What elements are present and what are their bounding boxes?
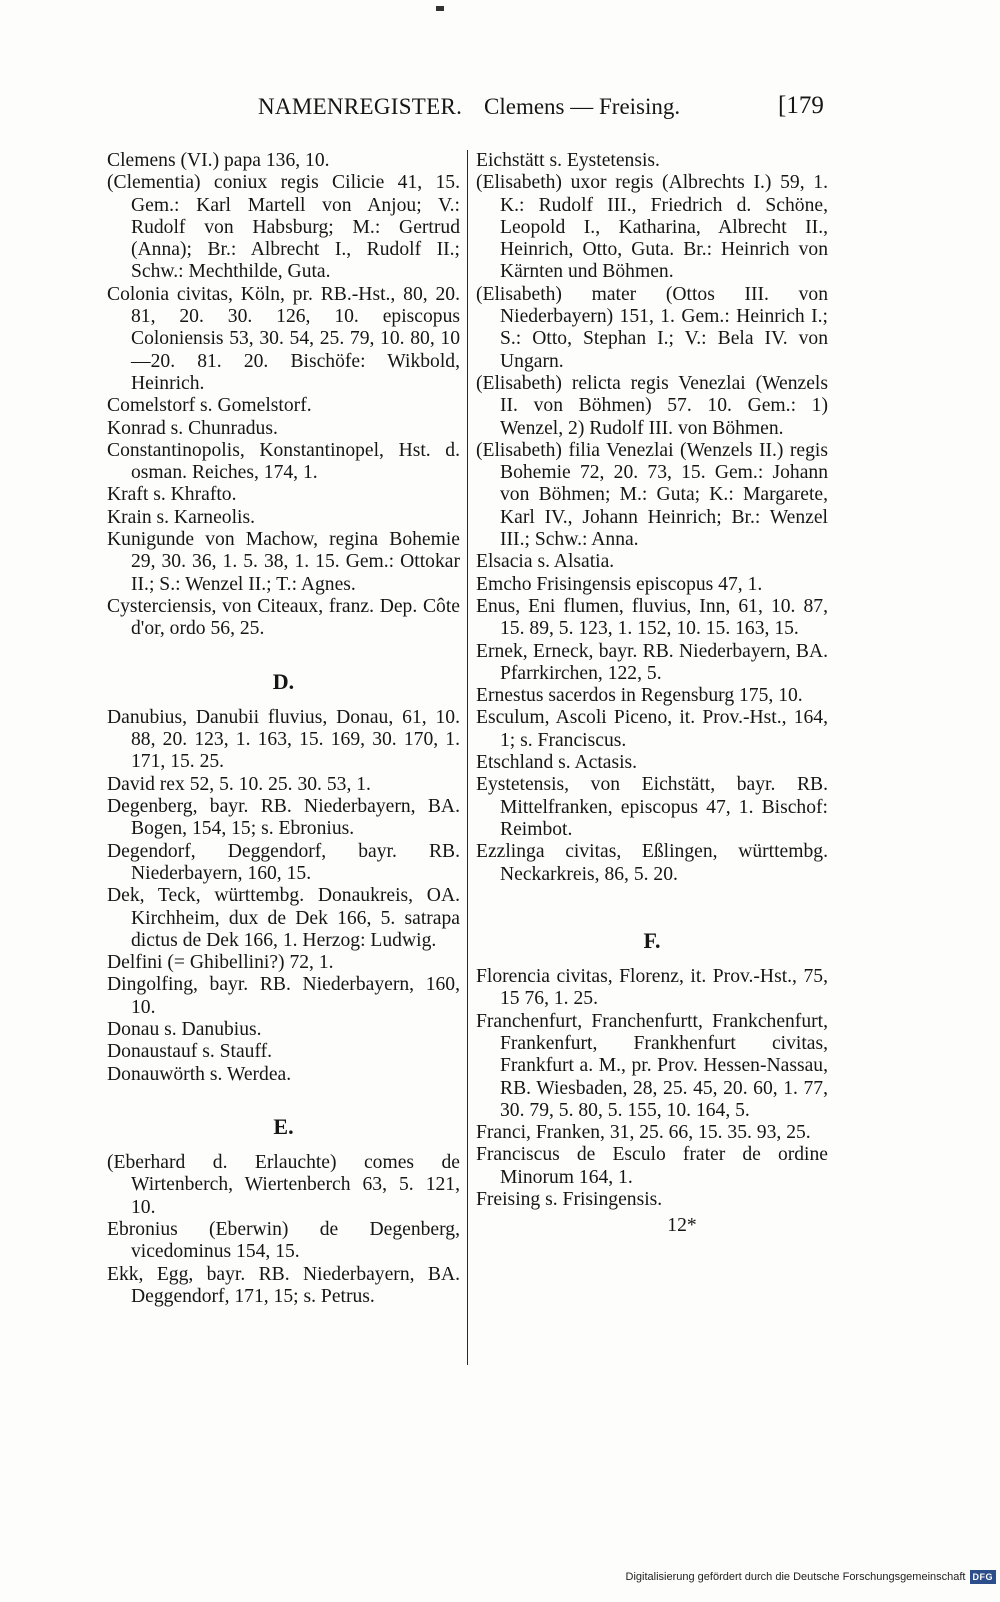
index-entry: Donauwörth s. Werdea. xyxy=(107,1063,292,1085)
index-entry: Cysterciensis, von Citeaux, franz. Dep. Côte d'or, ordo 56, 25. xyxy=(107,595,460,640)
index-entry: Eystetensis, von Eichstätt, bayr. RB. Mittelfranken, episcopus 47, 1. Bischof: Reimbot. xyxy=(476,774,828,840)
index-entry: Ekk, Egg, bayr. RB. Niederbayern, BA. Deggendorf, 171, 15; s. Petrus. xyxy=(107,1263,460,1307)
right-column xyxy=(476,150,828,1238)
index-entry: Emcho Frisingensis episcopus 47, 1. xyxy=(476,573,763,595)
section-letter: D. xyxy=(272,668,295,694)
section-letter: E. xyxy=(273,1113,294,1139)
index-entry: Donaustauf s. Stauff. xyxy=(107,1041,273,1063)
index-entry: Elsacia s. Alsatia. xyxy=(476,551,615,573)
index-entry: Donau s. Danubius. xyxy=(107,1018,262,1040)
index-entry: (Elisabeth) mater (Ottos III. von Niederbayern) 151, 1. Gem.: Heinrich I.; S.: Otto, Stephan I.; V.: Bela IV. von Ungarn. xyxy=(476,283,828,372)
index-entry: Etschland s. Actasis. xyxy=(476,752,638,774)
index-entry: Freising s. Frisingensis. xyxy=(476,1189,663,1211)
index-entry: Ernestus sacerdos in Regensburg 175, 10. xyxy=(476,685,803,707)
index-entry: Clemens (VI.) papa 136, 10. xyxy=(107,150,330,171)
index-entry: Krain s. Karneolis. xyxy=(107,506,256,528)
index-entry: Florencia civitas, Florenz, it. Prov.-Hst., 75, 15 76, 1. 25. xyxy=(476,966,828,1010)
index-entry: Colonia civitas, Köln, pr. RB.-Hst., 80, 20. 81, 20. 30. 126, 10. episcopus Coloniensis 53, 30. 54, 25. 79, 10. 80, 10—20. 81. 20. Bischöfe: Wikbold, Heinrich. xyxy=(107,283,460,394)
index-entry: (Elisabeth) relicta regis Venezlai (Wenzels II. von Böhmen) 57. 10. Gem.: 1) Wenzel, 2) Rudolf III. von Böhmen. xyxy=(476,372,828,439)
running-title: NAMENREGISTER. xyxy=(258,94,463,119)
index-entry: David rex 52, 5. 10. 25. 30. 53, 1. xyxy=(107,773,371,795)
index-entry: Dek, Teck, württembg. Donaukreis, OA. Kirchheim, dux de Dek 166, 5. satrapa dictus de Dek 166, 1. Herzog: Ludwig. xyxy=(107,885,460,951)
index-entry: Comelstorf s. Gomelstorf. xyxy=(107,395,312,417)
index-entry: Constantinopolis, Konstantinopel, Hst. d. osman. Reiches, 174, 1. xyxy=(107,439,460,484)
print-mark xyxy=(436,6,444,11)
index-entry: Kraft s. Khrafto. xyxy=(107,484,237,506)
index-entry: Dingolfing, bayr. RB. Niederbayern, 160, 10. xyxy=(107,974,460,1018)
page-number: [179 xyxy=(778,92,824,119)
footer-text: Digitalisierung gefördert durch die Deutsche Forschungsgemeinschaft xyxy=(625,1571,966,1583)
index-entry: Delfini (= Ghibellini?) 72, 1. xyxy=(107,952,334,974)
signature-mark: 12* xyxy=(667,1215,697,1237)
dfg-logo: DFG xyxy=(970,1570,997,1584)
index-entry: Esculum, Ascoli Piceno, it. Prov.-Hst., 164, 1; s. Franciscus. xyxy=(476,707,828,751)
index-entry: (Eberhard d. Erlauchte) comes de Wirtenberch, Wiertenberch 63, 5. 121, 10. xyxy=(107,1152,460,1218)
digitization-footer xyxy=(626,1566,1000,1588)
index-entry: Ebronius (Eberwin) de Degenberg, vicedominus 154, 15. xyxy=(107,1219,460,1263)
index-entry: Danubius, Danubii fluvius, Donau, 61, 10. 88, 20. 123, 1. 163, 15. 169, 30. 170, 1. 171, 15. 25. xyxy=(107,706,460,773)
index-entry: (Elisabeth) filia Venezlai (Wenzels II.) regis Bohemie 72, 20. 73, 15. Gem.: Johann von Böhmen; M.: Guta; K.: Margarete, Karl IV., Johann Heinrich; Br.: Wenzel III.; Schw.: Anna. xyxy=(476,439,828,551)
index-entry: (Clementia) coniux regis Cilicie 41, 15. Gem.: Karl Martell von Anjou; V.: Rudolf von Habsburg; M.: Gertrud (Anna); Br.: Albrecht I., Rudolf II.; Schw.: Mechthilde, Guta. xyxy=(107,172,460,283)
index-entry: Ezzlinga civitas, Eßlingen, württembg. Neckarkreis, 86, 5. 20. xyxy=(476,841,828,885)
index-entry: Kunigunde von Machow, regina Bohemie 29, 30. 36, 1. 5. 38, 1. 15. Gem.: Ottokar II.; S.: Wenzel II.; T.: Agnes. xyxy=(107,529,460,595)
page-header xyxy=(0,94,1000,130)
left-column xyxy=(107,150,460,1308)
column-divider xyxy=(467,150,468,1365)
index-entry: Franchenfurt, Franchenfurtt, Frankchenfurt, Frankenfurt, Frankhenfurt civitas, Frankfurt a. M., pr. Prov. Hessen-Nassau, RB. Wiesbaden, 28, 25. 45, 20. 60, 1. 77, 30. 79, 5. 80, 5. 155, 10. 164, 5. xyxy=(476,1010,828,1121)
index-entry: Eichstätt s. Eystetensis. xyxy=(476,150,660,171)
index-entry: Franciscus de Esculo frater de ordine Minorum 164, 1. xyxy=(476,1144,828,1188)
range-title: Clemens — Freising. xyxy=(484,94,681,119)
index-entry: Ernek, Erneck, bayr. RB. Niederbayern, BA. Pfarrkirchen, 122, 5. xyxy=(476,640,828,684)
index-entry: Enus, Eni flumen, fluvius, Inn, 61, 10. 87, 15. 89, 5. 123, 1. 152, 10. 15. 163, 15. xyxy=(476,595,828,640)
index-entry: Degenberg, bayr. RB. Niederbayern, BA. Bogen, 154, 15; s. Ebronius. xyxy=(107,796,460,840)
index-entry: Degendorf, Deggendorf, bayr. RB. Niederbayern, 160, 15. xyxy=(107,840,460,884)
index-entry: (Elisabeth) uxor regis (Albrechts I.) 59, 1. K.: Rudolf III., Friedrich d. Schöne, Leopold I., Katharina, Albrecht II., Heinrich, Otto, Guta. Br.: Heinrich von Kärnten und Böhmen. xyxy=(476,172,828,283)
section-letter: F. xyxy=(643,927,661,953)
index-entry: Konrad s. Chunradus. xyxy=(107,417,278,439)
index-entry: Franci, Franken, 31, 25. 66, 15. 35. 93, 25. xyxy=(476,1122,811,1144)
